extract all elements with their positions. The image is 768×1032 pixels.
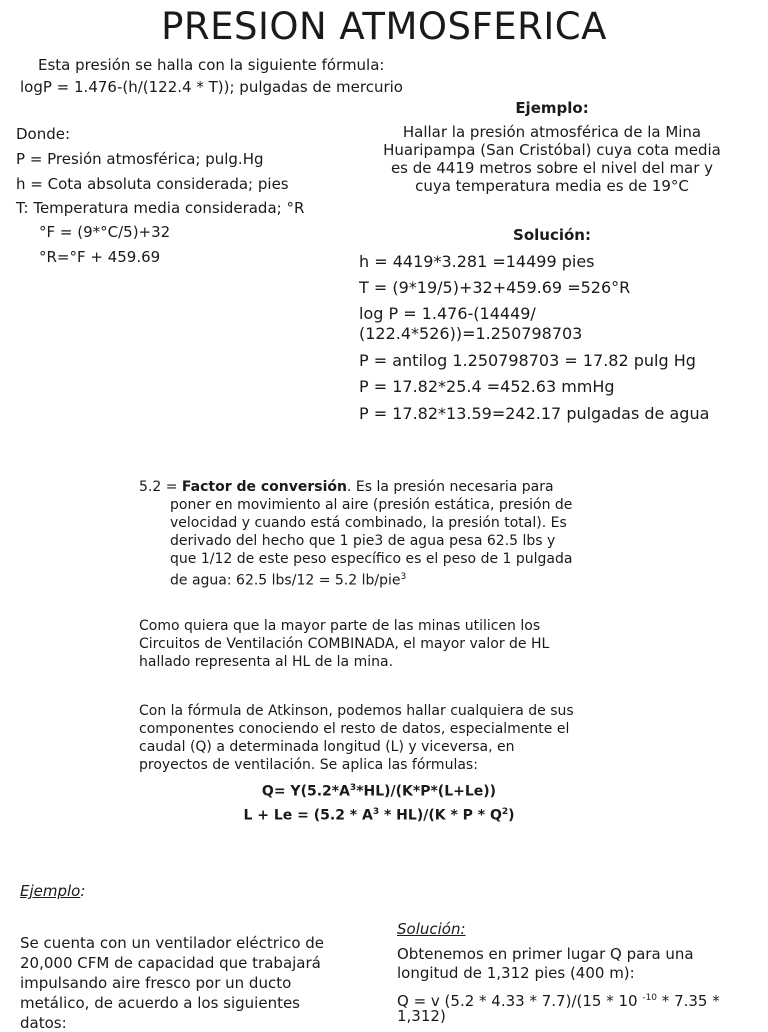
example2-title: Ejemplo	[20, 882, 81, 900]
solution-line: T = (9*19/5)+32+459.69 =526°R	[359, 278, 631, 297]
example2-line: impulsando aire fresco por un ducto	[20, 974, 292, 992]
solution-line: P = 17.82*25.4 =452.63 mmHg	[359, 377, 615, 396]
intro-formula: logP = 1.476-(h/(122.4 * T)); pulgadas de mercurio	[20, 78, 403, 96]
factor-line: poner en movimiento al aire (presión estática, presión de	[170, 497, 573, 513]
solution-line: h = 4419*3.281 =14499 pies	[359, 252, 595, 271]
intro-text: Esta presión se halla con la siguiente fórmula:	[38, 56, 385, 74]
factor-line: derivado del hecho que 1 pie3 de agua pesa 62.5 lbs y	[170, 533, 556, 549]
superscript: 3	[400, 572, 407, 582]
example-line: es de 4419 metros sobre el nivel del mar y	[390, 159, 714, 177]
definition-item: °R=°F + 459.69	[39, 248, 161, 266]
factor-term: Factor de conversión	[181, 479, 348, 495]
example-heading: Ejemplo:	[515, 99, 589, 117]
paragraph-line: proyectos de ventilación. Se aplica las fórmulas:	[139, 757, 478, 773]
superscript: 2	[501, 807, 509, 817]
example2-line: datos:	[20, 1014, 67, 1032]
factor-last-line	[170, 568, 406, 590]
formula-part: L + Le = (5.2 * A	[243, 807, 373, 824]
solution-line: log P = 1.476-(14449/	[359, 304, 536, 323]
paragraph-line: componentes conociendo el resto de datos, especialmente el	[139, 721, 570, 737]
atkinson-formula-q	[139, 779, 619, 801]
formula-part: * 7.35 *	[657, 992, 720, 1010]
solution-line: P = antilog 1.250798703 = 17.82 pulg Hg	[359, 351, 696, 370]
solution-heading: Solución:	[513, 226, 591, 244]
definition-item: T: Temperatura media considerada; °R	[16, 199, 305, 217]
solution2-line: Obtenemos en primer lugar Q para una	[397, 945, 694, 963]
example2-heading	[20, 882, 85, 900]
formula-part: * HL)/(K * P * Q	[379, 807, 502, 824]
example2-line: metálico, de acuerdo a los siguientes	[20, 994, 300, 1012]
solution2-heading: Solución:	[397, 920, 466, 938]
paragraph-line: hallado representa al HL de la mina.	[139, 654, 394, 670]
definition-item: P = Presión atmosférica; pulg.Hg	[16, 150, 264, 168]
factor-line: de agua: 62.5 lbs/12 = 5.2 lb/pie	[170, 572, 401, 589]
example-line: Huaripampa (San Cristóbal) cuya cota media	[383, 141, 721, 159]
superscript: -10	[642, 993, 658, 1003]
solution-line: (122.4*526))=1.250798703	[359, 324, 583, 343]
formula-part: *HL)/(K*P*(L+Le))	[356, 783, 497, 800]
page-title: PRESION ATMOSFERICA	[161, 5, 607, 48]
definitions-heading: Donde:	[16, 125, 71, 143]
formula-part: )	[508, 807, 515, 824]
solution2-line: longitud de 1,312 pies (400 m):	[397, 964, 635, 982]
solution2-q-formula-cont: 1,312)	[397, 1007, 446, 1025]
atkinson-formula-l	[139, 803, 619, 825]
factor-prefix: 5.2 =	[139, 479, 182, 495]
factor-line: que 1/12 de este peso específico es el peso de 1 pulgada	[170, 551, 573, 567]
paragraph-line: Con la fórmula de Atkinson, podemos hallar cualquiera de sus	[139, 703, 574, 719]
definition-item: °F = (9*°C/5)+32	[39, 223, 171, 241]
factor-first-line	[139, 478, 554, 496]
superscript: 3	[349, 783, 357, 793]
superscript: 3	[372, 807, 380, 817]
example2-line: Se cuenta con un ventilador eléctrico de	[20, 934, 325, 952]
paragraph-line: Circuitos de Ventilación COMBINADA, el mayor valor de HL	[139, 636, 550, 652]
paragraph-line: Como quiera que la mayor parte de las minas utilicen los	[139, 618, 541, 634]
example2-line: 20,000 CFM de capacidad que trabajará	[20, 954, 321, 972]
formula-part: Q = v (5.2 * 4.33 * 7.7)/(15 * 10	[397, 992, 643, 1010]
example2-colon: :	[80, 882, 86, 900]
example-line: Hallar la presión atmosférica de la Mina	[402, 123, 702, 141]
solution-line: P = 17.82*13.59=242.17 pulgadas de agua	[359, 404, 710, 423]
paragraph-line: caudal (Q) a determinada longitud (L) y viceversa, en	[139, 739, 515, 755]
example-line: cuya temperatura media es de 19°C	[415, 177, 689, 195]
example-statement	[366, 123, 738, 195]
factor-line: velocidad y cuando está combinado, la presión total). Es	[170, 515, 567, 531]
factor-rest: . Es la presión necesaria para	[347, 479, 554, 495]
formula-part: Q= Y(5.2*A	[261, 783, 350, 800]
definition-item: h = Cota absoluta considerada; pies	[16, 175, 289, 193]
